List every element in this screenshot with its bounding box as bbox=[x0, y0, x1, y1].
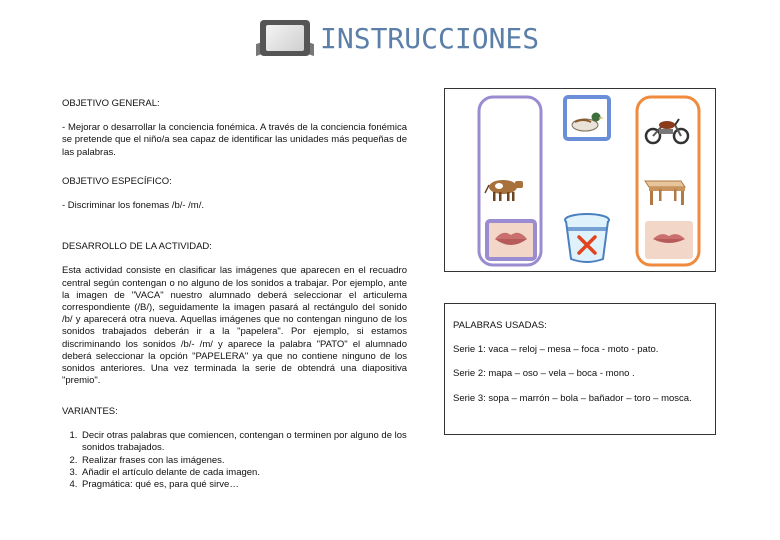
list-item: 4. Pragmática: qué es, para qué sirve… bbox=[80, 479, 412, 491]
serie-3: Serie 3: sopa – marrón – bola – bañador – toro – mosca. bbox=[453, 392, 692, 404]
objetivo-general-title: OBJETIVO GENERAL: bbox=[62, 98, 160, 109]
palabras-title: PALABRAS USADAS: bbox=[453, 320, 547, 331]
serie-2: Serie 2: mapa – oso – vela – boca - mono . bbox=[453, 368, 635, 380]
list-item: 1. Decir otras palabras que comiencen, contengan o terminen por alguno de los sonidos trabajados. bbox=[80, 430, 412, 454]
lips-b-image bbox=[487, 221, 535, 259]
page-title: INSTRUCCIONES bbox=[320, 21, 540, 55]
motorcycle-image bbox=[646, 119, 688, 143]
list-item: 3. Añadir el artículo delante de cada imagen. bbox=[80, 467, 412, 479]
table-image bbox=[645, 181, 685, 205]
list-item: 2. Realizar frases con las imágenes. bbox=[80, 455, 412, 467]
instructions-text bbox=[62, 98, 407, 387]
objetivo-general-text: - Mejorar o desarrollar la conciencia fonémica. A través de la conciencia fonémica se pretende que el niño/a sea capaz de identificar las unidades más pequeñas de las palabras. bbox=[62, 122, 407, 158]
monitor-icon bbox=[260, 20, 310, 56]
lips-m-image bbox=[645, 221, 693, 259]
variantes-section bbox=[62, 406, 412, 491]
objetivo-especifico-title: OBJETIVO ESPECÍFICO: bbox=[62, 175, 172, 187]
desarrollo-title: DESARROLLO DE LA ACTIVIDAD: bbox=[62, 241, 212, 253]
cow-image bbox=[485, 180, 523, 201]
variantes-title: VARIANTES: bbox=[62, 406, 118, 417]
activity-preview bbox=[444, 88, 716, 272]
variantes-list bbox=[62, 430, 412, 491]
trash-bin-image bbox=[565, 214, 609, 262]
duck-image bbox=[565, 97, 609, 139]
serie-1: Serie 1: vaca – reloj – mesa – foca - moto - pato. bbox=[453, 344, 659, 356]
palabras-usadas-box bbox=[444, 303, 716, 435]
desarrollo-text: Esta actividad consiste en clasificar las imágenes que aparecen en el recuadro central según contengan o no alguno de los sonidos a trabajar. Por ejemplo, ante la imagen de "VACA" nuestro alumnado deberá seleccionar el articulema correspondiente (/B/), seguidamente la imagen pasará al rectángulo del sonido /b/ y aparecerá otra nueva. Aquellas imágenes que no contengan ninguno de los sonidos trabajados deberán ir a la "papelera". Por ejemplo, si estamos discriminando los sonidos /b/- /m/ y aparece la palabra "PATO" el alumnado deberá seleccionar la opción "PAPELERA" ya que no contiene ninguno de los sonidos anteriores. Una vez terminada la serie de obtendrá una diapositiva "premio". bbox=[62, 265, 407, 387]
objetivo-especifico-text: - Discriminar los fonemas /b/- /m/. bbox=[62, 200, 204, 212]
header bbox=[260, 18, 539, 58]
